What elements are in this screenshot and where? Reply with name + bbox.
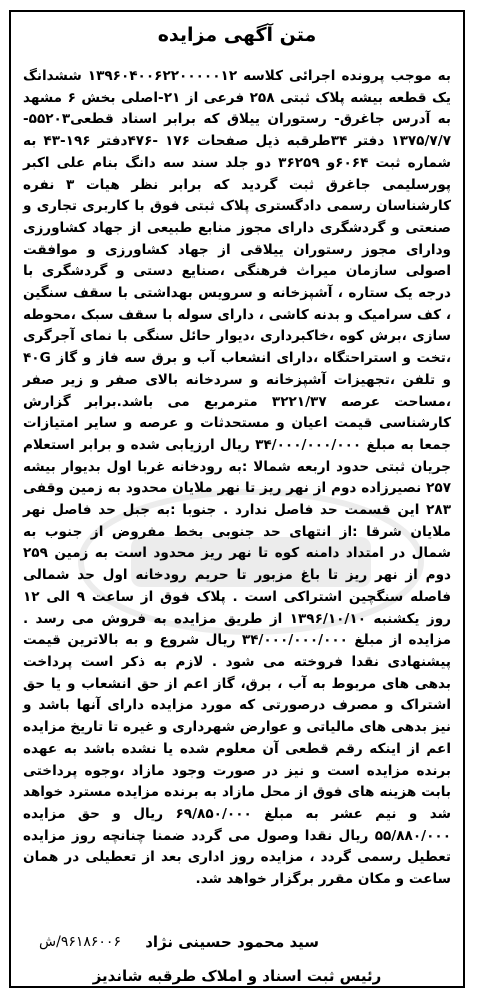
signature-title: رئیس ثبت اسناد و املاک طرقبه شاندیز [92,967,382,985]
notice-title: متن آگهی مزایده [157,24,317,46]
title-container [11,21,463,51]
notice-frame [9,10,465,988]
signature-code: ۹۶۱۸۶۰۰۶/ش [39,934,121,950]
notice-body [23,66,451,891]
notice-body-paragraph: به موجب پرونده اجرائی کلاسه ۱۳۹۶۰۴۰۰۶۲۲۰۰۰۰۰۱۲ ششدانگ یک قطعه بیشه پلاک ثبتی ۲۵۸ فرعی از ۲۱-اصلی بخش ۶ مشهد به آدرس جاغرق- رستوران ییلاق که برابر اسناد قطعی۵۵۲۰۳- ۱۳۷۵/۷/۷ دفتر ۳۴طرقبه ذیل صفحات ۱۷۶ -۴۷۶دفتر ۱۹۶-۴۳ به شماره ثبت ۶۰۶۴و ۳۶۲۵۹ دو جلد سند سه دانگ بنام علی اکبر پورسلیمی جاغرق ثبت گردید که برابر نظر هیات ۳ نفره کارشناسان رسمی دادگستری پلاک ثبتی فوق با کاربری تجاری و صنعتی و گردشگری دارای مجوز منابع طبیعی از جهاد کشاورزی ودارای مجوز رستوران ییلاقی از جهاد کشاورزی و موافقت اصولی سازمان میراث فرهنگی ،صنایع دستی و گردشگری با درجه یک ستاره ، آشپزخانه و سرویس بهداشتی با سقف سنگین ، کف سرامیک و بدنه کاشی ، دارای سوله با سقف سبک ،محوطه سازی ،برش کوه ،خاکبرداری ،دیوار حائل سنگی با نمای آجرگری ،تخت و استراحتگاه ،دارای انشعاب آب و برق سه فاز و گاز ۴۰G و تلفن ،تجهیزات آشپزخانه و سردخانه بالای صفر و زیر صفر ،مساحت عرصه ۳۲۲۱/۳۷ مترمربع می باشد.برابر گزارش کارشناسی قیمت اعیان و مستحدثات و عرصه و سایر امتیازات جمعا به مبلغ ۳۴/۰۰۰/۰۰۰/۰۰۰ ریال ارزیابی شده و برابر استعلام جریان ثبتی حدود اربعه شمالا :به رودخانه غربا اول بدیوار بیشه ۲۵۷ نصیرزاده دوم از نهر ریز تا نهر ملایان محدود به زمین وقفی ۲۸۳ این قسمت حد فاصل ندارد . جنوبا :به جبل حد فاصل نهر ملایان شرقا :از انتهای حد جنوبی بخط مفروض از جنوب به شمال در امتداد دامنه کوه تا نهر ریز محدود است به زمین ۲۵۹ دوم از نهر ریز تا باغ مزبور تا حریم رودخانه اول حد شمالی فاصله سنگچین اشتراکی است . پلاک فوق از ساعت ۹ الی ۱۲ روز یکشنبه ۱۳۹۶/۱۰/۱۰ از طریق مزایده به فروش می رسد . مزایده از مبلغ ۳۴/۰۰۰/۰۰۰/۰۰۰ ریال شروع و به بالاترین قیمت پیشنهادی نقدا فروخته می شود . لازم به ذکر است پرداخت بدهی های مربوط به آب ، برق، گاز اعم از حق انشعاب و یا حق اشتراک و مصرف درصورتی که مورد مزایده دارای آنها باشد و نیز بدهی های مالیاتی و عوارض شهرداری و غیره تا تاریخ مزایده اعم از اینکه رقم قطعی آن معلوم شده یا نشده باشد به عهده برنده مزایده است و نیز در صورت وجود مازاد ،وجوه پرداختی بابت هزینه های فوق از محل مازاد به برنده مزایده مسترد خواهد شد و نیم عشر به مبلغ ۶۹/۸۵۰/۰۰۰ ریال و حق مزایده ۵۵/۸۸۰/۰۰۰ ریال نقدا وصول می گردد ضمنا چنانچه روز مزایده تعطیل رسمی گردد ، مزایده روز اداری بعد از تعطیلی در همان ساعت و مکان مقرر برگزار خواهد شد. [23,68,452,888]
signature-name: سید محمود حسینی نژاد [145,933,319,951]
signature-row [25,930,449,954]
